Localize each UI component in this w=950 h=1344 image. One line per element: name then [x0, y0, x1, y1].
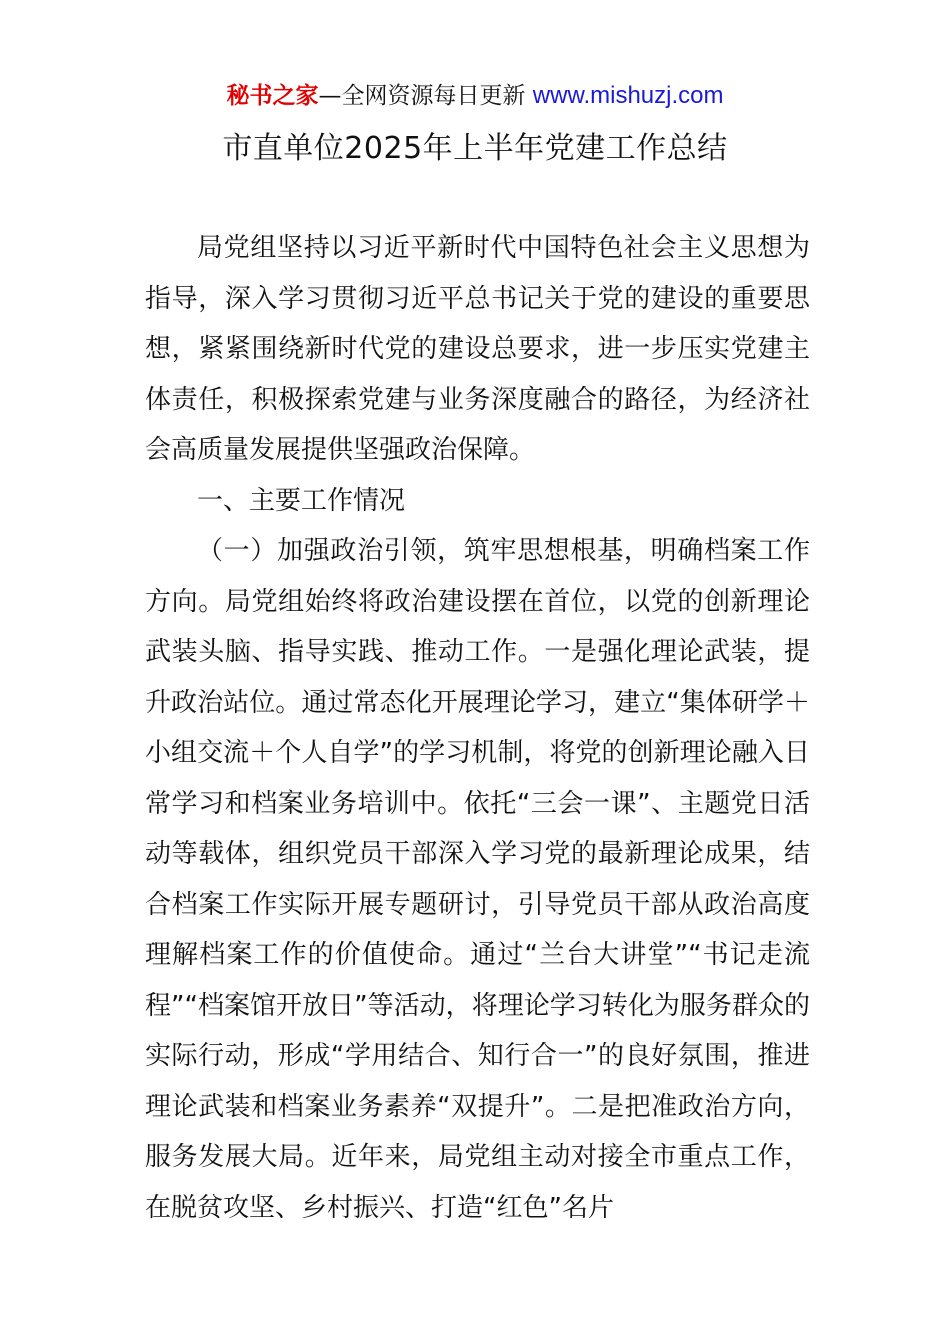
document-body	[145, 223, 810, 1233]
document-title: 市直单位2025年上半年党建工作总结	[222, 131, 728, 166]
site-brand: 秘书之家	[226, 83, 319, 109]
section-heading: 一、主要工作情况	[197, 485, 406, 516]
site-header	[0, 80, 950, 112]
site-url-link[interactable]: www.mishuzj.com	[532, 82, 724, 109]
intro-paragraph: 局党组坚持以习近平新时代中国特色社会主义思想为指导，深入学习贯彻习近平总书记关于党的建设的重要思想，紧紧围绕新时代党的建设总要求，进一步压实党建主体责任，积极探索党建与业务深度融合的路径，为经济社会高质量发展提供坚强政治保障。	[145, 233, 810, 465]
site-tagline: —全网资源每日更新	[318, 83, 526, 109]
section-paragraph: （一）加强政治引领，筑牢思想根基，明确档案工作方向。局党组始终将政治建设摆在首位，以党的创新理论武装头脑、指导实践、推动工作。一是强化理论武装，提升政治站位。通过常态化开展理论学习，建立“集体研学＋小组交流＋个人自学”的学习机制，将党的创新理论融入日常学习和档案业务培训中。依托“三会一课”、主题党日活动等载体，组织党员干部深入学习党的最新理论成果，结合档案工作实际开展专题研讨，引导党员干部从政治高度理解档案工作的价值使命。通过“兰台大讲堂”“书记走流程”“档案馆开放日”等活动，将理论学习转化为服务群众的实际行动，形成“学用结合、知行合一”的良好氛围，推进理论武装和档案业务素养“双提升”。二是把准政治方向，服务发展大局。近年来，局党组主动对接全市重点工作，在脱贫攻坚、乡村振兴、打造“红色”名片	[145, 536, 810, 1223]
